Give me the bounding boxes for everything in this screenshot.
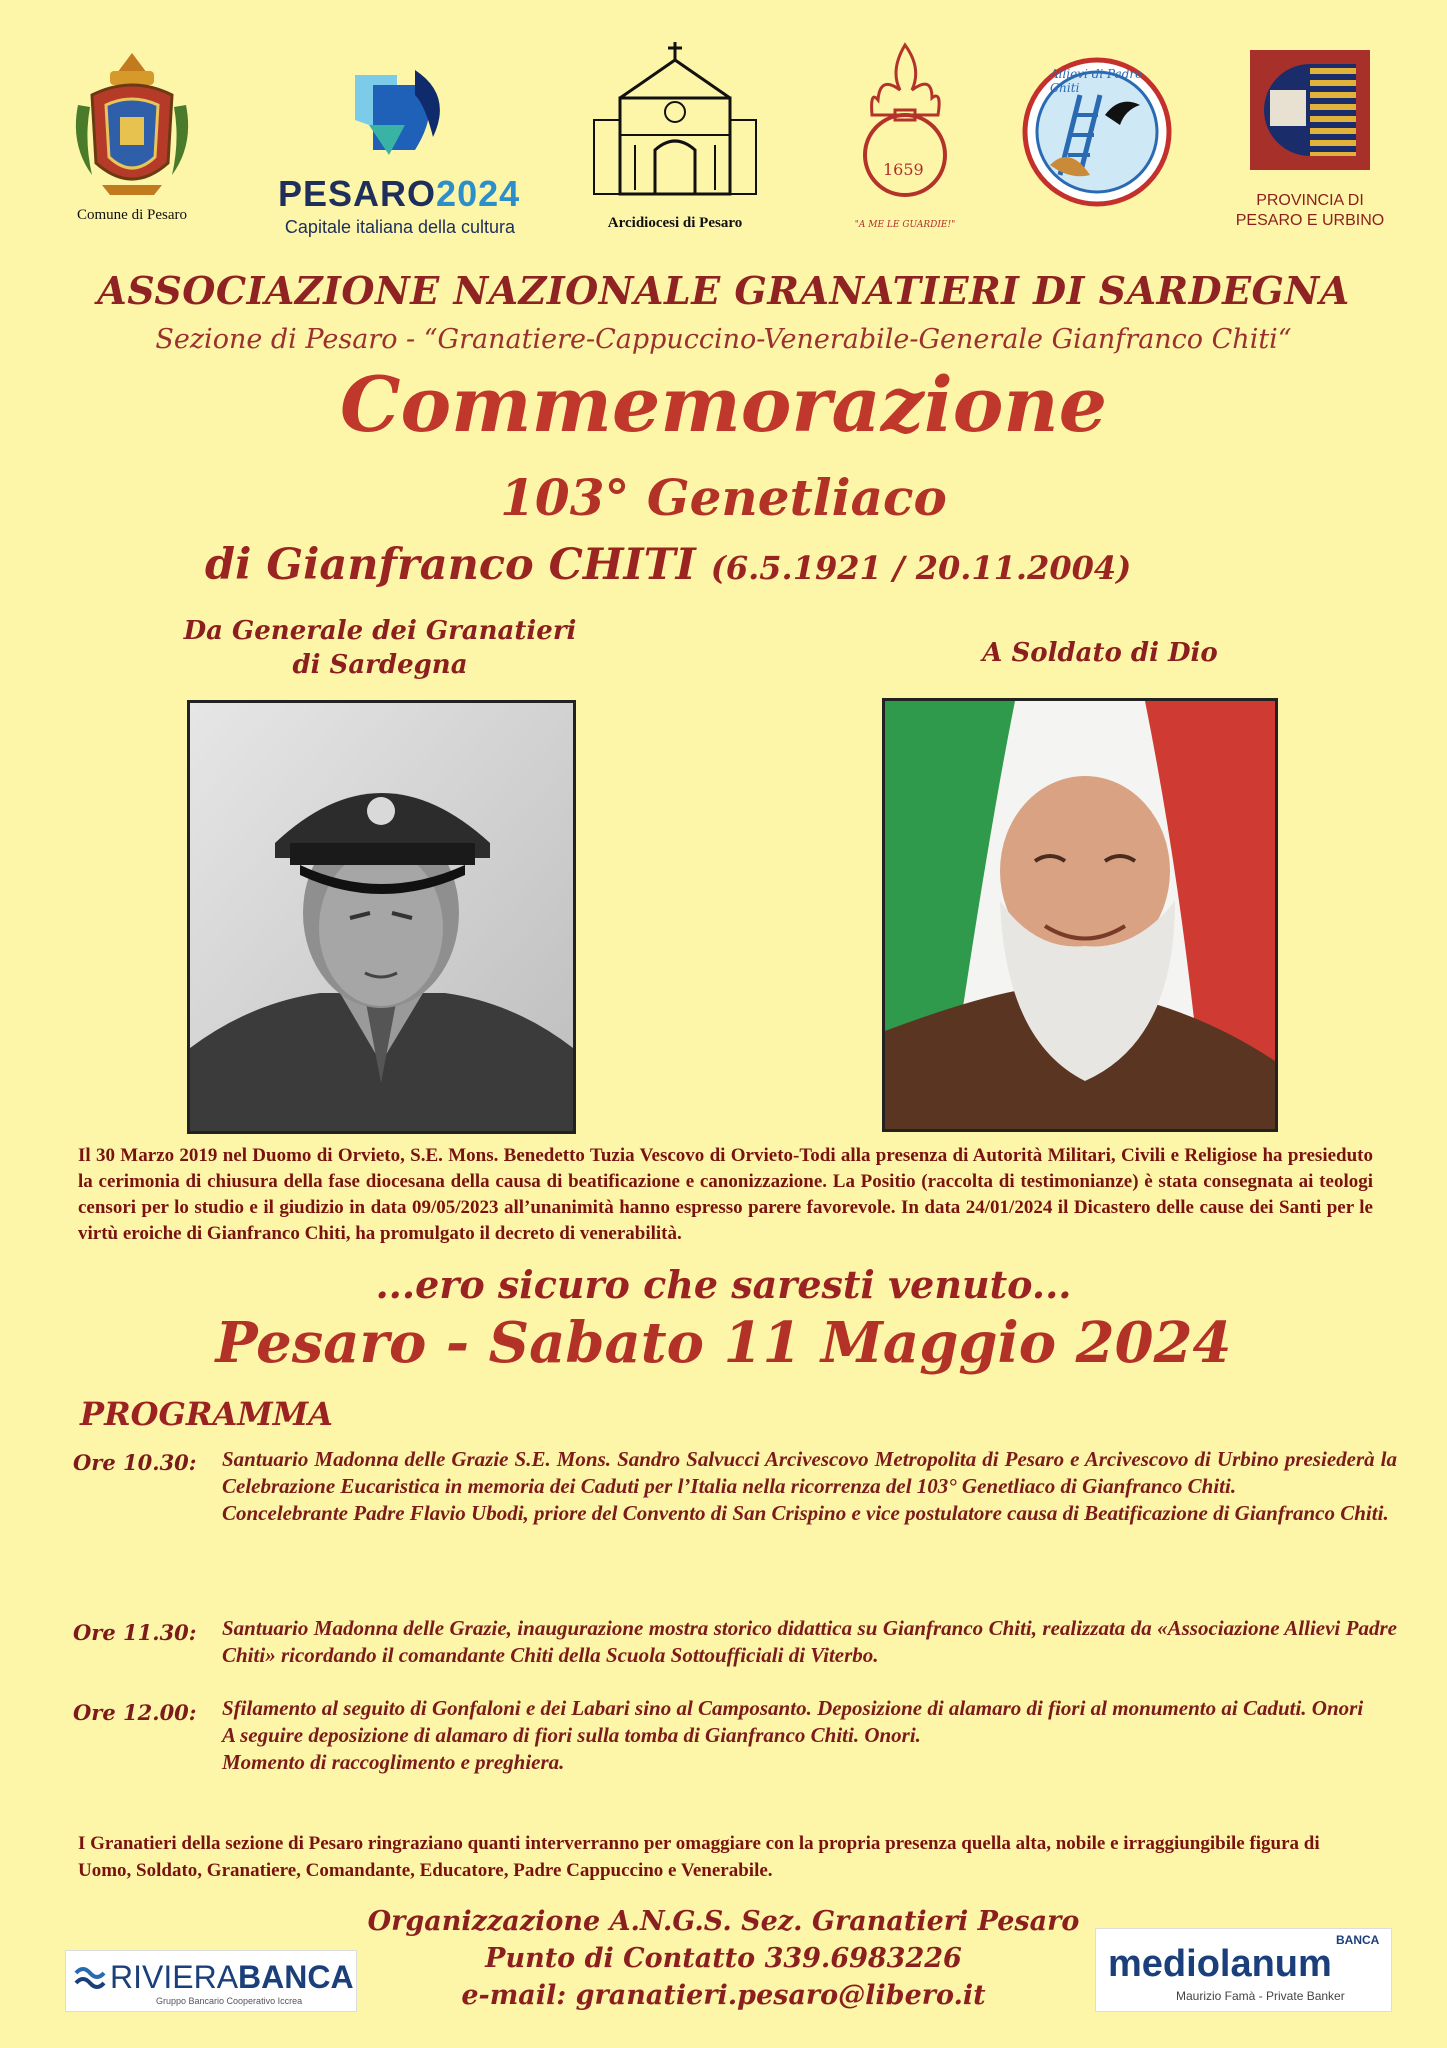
logo-provincia bbox=[1230, 50, 1390, 235]
program-time-3: Ore 12.00: bbox=[73, 1700, 197, 1725]
event-date: Pesaro - Sabato 11 Maggio 2024 bbox=[215, 1310, 1232, 1376]
program-time-1: Ore 10.30: bbox=[73, 1450, 197, 1475]
pesaro2024-title-b: 2024 bbox=[436, 173, 521, 214]
genetliaco-subtitle: 103° Genetliaco bbox=[500, 468, 947, 527]
provincia-caption-line1: PROVINCIA DI bbox=[1256, 192, 1364, 209]
riviera-name-b: BANCA bbox=[238, 1959, 354, 1995]
provincia-caption-line2: PESARO E URBINO bbox=[1235, 212, 1385, 229]
friar-portrait-icon bbox=[885, 701, 1275, 1129]
riviera-tag: Gruppo Bancario Cooperativo Iccrea bbox=[156, 1996, 303, 2006]
program-text-3a: Sfilamento al seguito di Gonfaloni e dei Labari sino al Camposanto. Deposizione di alamaro di fiori al monumento ai Caduti. Onori bbox=[222, 1696, 1364, 1720]
section-subtitle: Sezione di Pesaro - “Granatiere-Cappuccino-Venerabile-Generale Gianfranco Chiti“ bbox=[155, 324, 1292, 355]
granatieri-year: 1659 bbox=[883, 160, 924, 179]
logo-comune-pesaro bbox=[62, 45, 202, 223]
mediolanum-name: mediolanum bbox=[1108, 1943, 1332, 1985]
association-title: ASSOCIAZIONE NAZIONALE GRANATIERI DI SARDEGNA bbox=[97, 268, 1350, 313]
organization-contact: Punto di Contatto 339.6983226 bbox=[485, 1943, 962, 1974]
logo-granatieri bbox=[835, 40, 975, 240]
comune-caption: Comune di Pesaro bbox=[77, 207, 187, 223]
program-text-3b: A seguire deposizione di alamaro di fiori sulla tomba di Gianfranco Chiti. Onori. bbox=[222, 1723, 921, 1747]
granatieri-motto: "A ME LE GUARDIE!" bbox=[854, 220, 956, 230]
general-portrait bbox=[187, 700, 576, 1134]
provincia-crest-icon bbox=[1250, 50, 1370, 170]
honoree-name: di Gianfranco CHITI bbox=[205, 540, 696, 590]
program-text-3c: Momento di raccoglimento e preghiera. bbox=[222, 1750, 565, 1774]
intro-paragraph: Il 30 Marzo 2019 nel Duomo di Orvieto, S.E. Mons. Benedetto Tuzia Vescovo di Orvieto-Todi alla presenza di Autorità Militari, Civili e Religiose ha presieduto la cerimonia di chiusura della fase diocesana della causa di beatificazione e canonizzazione. La Positio (raccolta di testimonianze) è stata consegnata ai teologi censori per lo studio e il giudizio in data 09/05/2023 all’unanimità hanno espresso parere favorevole. In data 24/01/2024 il Dicastero delle cause dei Santi per le virtù eroiche di Gianfranco Chiti, ha promulgato il decreto di venerabilità. bbox=[78, 1145, 1373, 1244]
honoree-dates: (6.5.1921 / 20.11.2004) bbox=[710, 549, 1132, 587]
sponsor-mediolanum bbox=[1095, 1928, 1392, 2012]
mediolanum-tag: Maurizio Famà - Private Banker bbox=[1176, 1989, 1345, 2003]
pesaro2024-caption: Capitale italiana della cultura bbox=[284, 217, 516, 237]
left-caption-line2: di Sardegna bbox=[292, 650, 468, 680]
main-title: Commemorazione bbox=[339, 360, 1108, 449]
program-time-2: Ore 11.30: bbox=[73, 1620, 197, 1645]
program-text-3 bbox=[222, 1695, 1397, 1776]
comune-crest-icon bbox=[62, 45, 202, 205]
logo-arcidiocesi bbox=[585, 40, 765, 240]
allievi-text: Allievi di Padre Chiti bbox=[1050, 67, 1143, 95]
organization-line1: Organizzazione A.N.G.S. Sez. Granatieri Pesaro bbox=[367, 1906, 1080, 1937]
arcidiocesi-caption: Arcidiocesi di Pesaro bbox=[607, 215, 743, 231]
honoree-line bbox=[205, 540, 1305, 590]
program-text-1a: Santuario Madonna delle Grazie S.E. Mons. Sandro Salvucci Arcivescovo Metropolita di Pesaro e Arcivescovo di Urbino presiederà la Celebrazione Eucaristica in memoria dei Caduti per l’Italia nella ricorrenza del 103° Genetliaco di Gianfranco Chiti. bbox=[222, 1447, 1397, 1498]
program-text-1 bbox=[222, 1446, 1397, 1527]
right-caption: A Soldato di Dio bbox=[982, 638, 1218, 668]
slogan: ...ero sicuro che saresti venuto... bbox=[375, 1262, 1072, 1307]
riviera-name-a: RIVIERA bbox=[110, 1959, 239, 1995]
closing-paragraph: I Granatieri della sezione di Pesaro ringraziano quanti interverranno per omaggiare con la propria presenza quella alta, nobile e irraggiungibile figura di Uomo, Soldato, Granatiere, Comandante, Educatore, Padre Cappuccino e Venerabile. bbox=[78, 1833, 1320, 1881]
left-caption-line1: Da Generale dei Granatieri bbox=[183, 616, 577, 646]
program-text-2: Santuario Madonna delle Grazie, inaugurazione mostra storico didattica su Gianfranco Chiti, realizzata da «Associazione Allievi Padre Chiti» ricordando il comandante Chiti della Scuola Sottoufficiali di Viterbo. bbox=[222, 1616, 1397, 1667]
cathedral-icon bbox=[590, 40, 760, 200]
general-portrait-icon bbox=[190, 703, 573, 1131]
logo-allievi-padre-chiti bbox=[1020, 55, 1175, 210]
friar-portrait bbox=[882, 698, 1278, 1132]
sponsor-rivierabanca bbox=[65, 1950, 357, 2012]
mediolanum-banca: BANCA bbox=[1336, 1933, 1380, 1947]
logo-pesaro2024 bbox=[270, 65, 530, 240]
program-text-1b: Concelebrante Padre Flavio Ubodi, priore del Convento di San Crispino e vice postulatore causa di Beatificazione di Gianfranco Chiti. bbox=[222, 1501, 1389, 1525]
organization-email[interactable]: e-mail: granatieri.pesaro@libero.it bbox=[461, 1980, 986, 2011]
pesaro2024-title-a: PESARO bbox=[278, 173, 437, 214]
programma-heading: PROGRAMMA bbox=[80, 1395, 333, 1433]
pesaro2024-mark-icon bbox=[345, 65, 465, 160]
rivierabanca-wave-icon bbox=[74, 1963, 108, 1993]
